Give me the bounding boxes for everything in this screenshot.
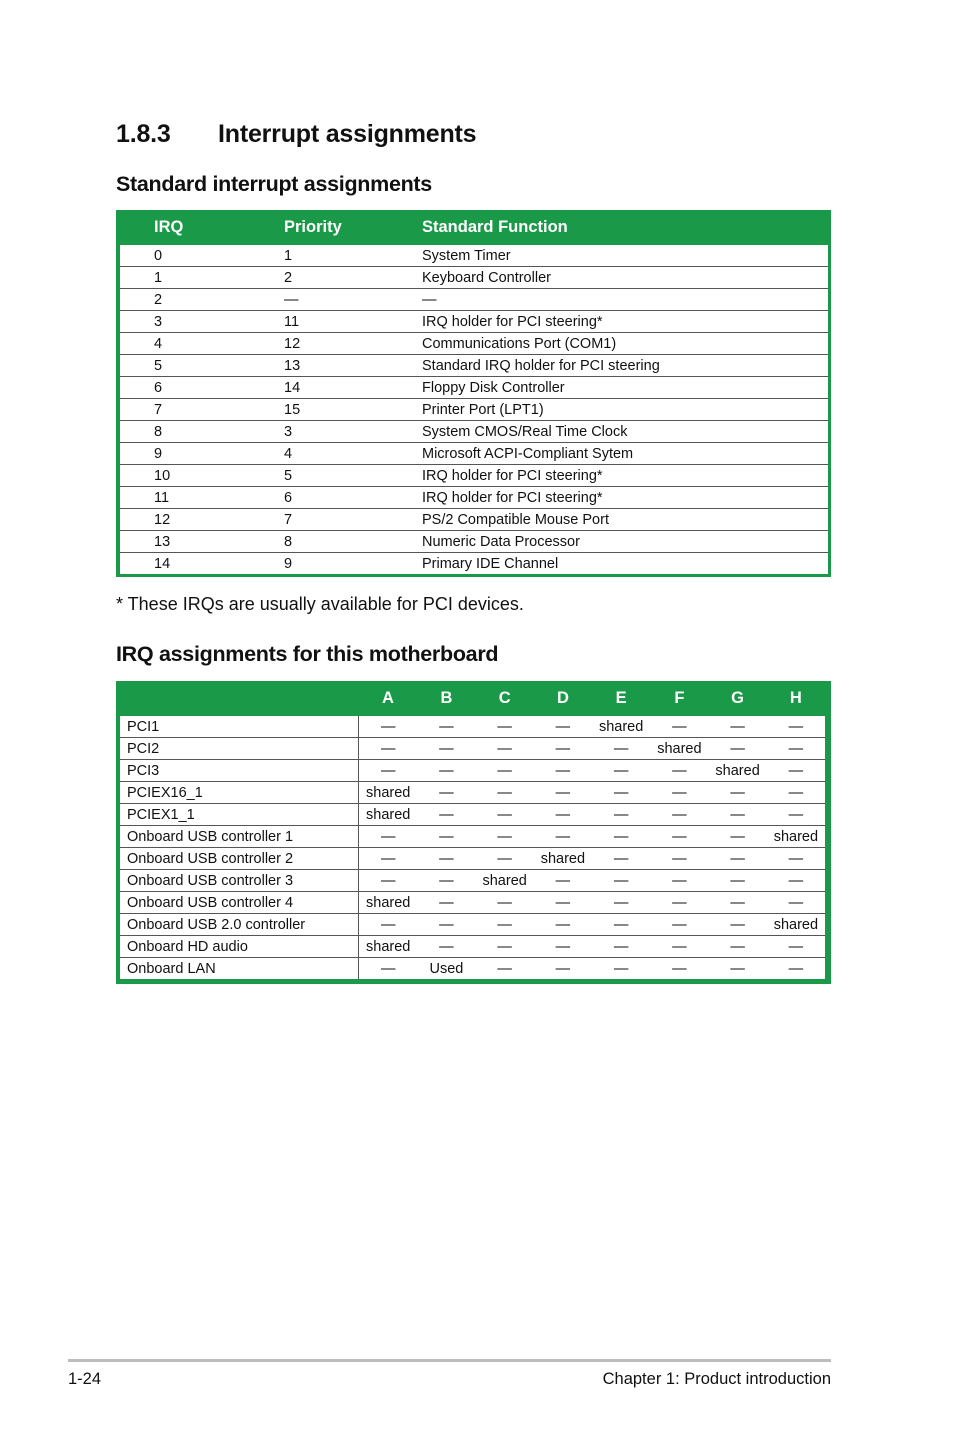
priority-cell: 4 (284, 443, 422, 465)
assignment-cell: — (767, 848, 825, 870)
priority-cell: 8 (284, 531, 422, 553)
irq-cell: 4 (120, 333, 284, 355)
assignment-cell: — (650, 848, 708, 870)
irq-cell: 8 (120, 421, 284, 443)
function-cell: Communications Port (COM1) (422, 333, 828, 355)
assignment-cell: — (650, 870, 708, 892)
table-row (120, 804, 825, 826)
assignment-cell: — (650, 782, 708, 804)
table-row (120, 892, 825, 914)
assignment-cell: — (592, 760, 650, 782)
priority-cell: 7 (284, 509, 422, 531)
irq-cell: 2 (120, 289, 284, 311)
assignment-cell: — (767, 804, 825, 826)
function-cell: IRQ holder for PCI steering* (422, 487, 828, 509)
assignment-cell: — (708, 804, 766, 826)
assignment-cell: — (592, 804, 650, 826)
irq-cell: 5 (120, 355, 284, 377)
assignment-cell: — (417, 782, 475, 804)
assignment-cell: — (767, 760, 825, 782)
assignment-cell: — (592, 870, 650, 892)
assignment-cell: — (650, 914, 708, 936)
assignment-cell: — (592, 826, 650, 848)
column-header-irq: IRQ (120, 210, 284, 245)
assignment-cell: — (592, 848, 650, 870)
column-header-device (120, 681, 359, 716)
table-row (120, 421, 828, 443)
priority-cell: 14 (284, 377, 422, 399)
assignment-cell: — (650, 826, 708, 848)
function-cell: Printer Port (LPT1) (422, 399, 828, 421)
assignment-cell: — (672, 960, 687, 977)
assignment-cell: — (708, 892, 766, 914)
column-header-int-h: H (767, 681, 825, 716)
assignment-cell: — (767, 738, 825, 760)
assignment-cell: — (534, 716, 592, 738)
device-cell: Onboard USB controller 1 (120, 826, 359, 848)
column-header-priority: Priority (284, 210, 422, 245)
assignment-cell: — (788, 960, 804, 977)
assignment-cell: — (417, 914, 475, 936)
table-row (120, 377, 828, 399)
assignment-cell: — (708, 716, 766, 738)
assignment-cell: — (497, 960, 512, 977)
assignment-cell: — (417, 826, 475, 848)
assignment-cell: — (592, 782, 650, 804)
assignment-cell: — (476, 716, 534, 738)
function-cell: Keyboard Controller (422, 267, 828, 289)
assignment-cell: — (767, 782, 825, 804)
function-cell: Primary IDE Channel (422, 555, 559, 572)
assignment-cell: — (708, 738, 766, 760)
assignment-cell: — (476, 892, 534, 914)
table-row (120, 936, 825, 958)
column-header-int-d: D (534, 681, 592, 716)
assignment-cell: shared (359, 892, 418, 914)
assignment-cell: — (417, 848, 475, 870)
column-header-int-g: G (708, 681, 766, 716)
standard-heading: Standard interrupt assignments (116, 172, 432, 196)
irq-cell: 1 (120, 267, 284, 289)
assignment-cell: — (767, 936, 825, 958)
priority-cell: 1 (284, 245, 422, 267)
assignment-cell: — (476, 738, 534, 760)
irq-cell: 9 (120, 443, 284, 465)
priority-cell: 15 (284, 399, 422, 421)
priority-cell: 12 (284, 333, 422, 355)
table-row (120, 716, 825, 738)
table-header-row (120, 681, 825, 716)
function-cell: Standard IRQ holder for PCI steering (422, 355, 828, 377)
assignment-cell: — (476, 914, 534, 936)
function-cell: System CMOS/Real Time Clock (422, 421, 828, 443)
function-cell: IRQ holder for PCI steering* (422, 311, 828, 333)
assignment-cell: — (417, 738, 475, 760)
table-row (120, 958, 825, 980)
assignment-cell: shared (592, 716, 650, 738)
table-row (120, 848, 825, 870)
assignment-cell: shared (708, 760, 766, 782)
function-cell: Floppy Disk Controller (422, 377, 828, 399)
irq-cell: 14 (154, 555, 171, 572)
table-row (120, 760, 825, 782)
priority-cell: 3 (284, 421, 422, 443)
assignment-cell: — (417, 892, 475, 914)
footer-divider (68, 1359, 831, 1362)
column-header-int-e: E (592, 681, 650, 716)
device-cell: PCIEX16_1 (120, 782, 359, 804)
irq-cell: 3 (120, 311, 284, 333)
table-row (120, 826, 825, 848)
assignment-cell: — (592, 914, 650, 936)
assignment-cell: shared (359, 804, 418, 826)
column-header-function: Standard Function (422, 210, 828, 245)
function-cell: PS/2 Compatible Mouse Port (422, 509, 828, 531)
assignment-cell: — (534, 782, 592, 804)
assignment-cell: — (380, 960, 396, 977)
priority-cell: — (284, 289, 422, 311)
device-cell: Onboard USB controller 2 (120, 848, 359, 870)
priority-cell: 2 (284, 267, 422, 289)
assignment-cell: — (476, 936, 534, 958)
device-cell: Onboard LAN (120, 958, 359, 980)
irq-cell: 7 (120, 399, 284, 421)
assignment-cell: — (555, 960, 571, 977)
table-header-row (120, 210, 828, 245)
table-row (120, 245, 828, 267)
table-row (120, 267, 828, 289)
assignment-cell: — (534, 804, 592, 826)
table-row (120, 782, 825, 804)
assignment-cell: — (359, 870, 418, 892)
assignment-cell: — (650, 760, 708, 782)
assignment-cell: — (534, 870, 592, 892)
priority-cell: 13 (284, 355, 422, 377)
table-row (120, 531, 828, 553)
assignment-cell: — (708, 870, 766, 892)
irq-cell: 10 (120, 465, 284, 487)
assignment-cell: — (359, 914, 418, 936)
assignment-cell: — (767, 870, 825, 892)
assignment-cell: — (534, 914, 592, 936)
assignment-cell: — (359, 760, 418, 782)
function-cell: — (422, 289, 828, 311)
assignment-cell: — (730, 960, 745, 977)
irq-cell: 13 (120, 531, 284, 553)
assignment-cell: — (767, 716, 825, 738)
assignment-cell: — (767, 892, 825, 914)
assignment-cell: — (476, 848, 534, 870)
table-row (120, 399, 828, 421)
device-cell: PCI1 (120, 716, 359, 738)
column-header-int-c: C (476, 681, 534, 716)
assignment-cell: — (708, 914, 766, 936)
assignment-cell: — (708, 848, 766, 870)
assignment-cell: shared (359, 936, 418, 958)
assignment-cell: — (534, 760, 592, 782)
assignment-cell: — (650, 936, 708, 958)
assignment-cell: — (476, 782, 534, 804)
page-number: 1-24 (68, 1370, 102, 1388)
chapter-title: Chapter 1: Product introduction (602, 1370, 831, 1388)
assignment-cell: — (359, 716, 418, 738)
assignment-cell: — (534, 826, 592, 848)
column-header-int-a: A (359, 681, 418, 716)
assignment-cell: — (708, 782, 766, 804)
column-header-int-f: F (650, 681, 708, 716)
irq-cell: 11 (120, 487, 284, 509)
assignment-cell: — (534, 892, 592, 914)
table-row (120, 914, 825, 936)
assignment-cell: — (534, 936, 592, 958)
assignment-cell: — (592, 936, 650, 958)
assignment-cell: — (359, 848, 418, 870)
table-row (120, 509, 828, 531)
assignment-cell: — (417, 936, 475, 958)
table-row (120, 333, 828, 355)
function-cell: Microsoft ACPI-Compliant Sytem (422, 443, 828, 465)
device-cell: Onboard USB 2.0 controller (120, 914, 359, 936)
assignment-cell: — (476, 804, 534, 826)
table-row (120, 870, 825, 892)
priority-cell: 5 (284, 465, 422, 487)
assignment-cell: — (650, 892, 708, 914)
device-cell: Onboard USB controller 3 (120, 870, 359, 892)
assignment-cell: shared (767, 826, 825, 848)
table-row (120, 487, 828, 509)
assignment-cell: — (592, 738, 650, 760)
motherboard-heading: IRQ assignments for this motherboard (116, 642, 499, 666)
table-row (120, 553, 828, 575)
device-cell: Onboard HD audio (120, 936, 359, 958)
assignment-cell: shared (650, 738, 708, 760)
irq-cell: 6 (120, 377, 284, 399)
assignment-cell: shared (767, 914, 825, 936)
assignment-cell: — (476, 760, 534, 782)
irq-cell: 12 (120, 509, 284, 531)
assignment-cell: — (650, 804, 708, 826)
priority-cell: 11 (284, 311, 422, 333)
assignment-cell: — (359, 826, 418, 848)
assignment-cell: — (417, 804, 475, 826)
assignment-cell: — (613, 960, 629, 977)
column-header-int-b: B (417, 681, 475, 716)
standard-interrupt-table (116, 210, 831, 577)
assignment-cell: Used (429, 960, 464, 977)
footnote: * These IRQs are usually available for PCI devices. (116, 594, 524, 614)
priority-cell: 6 (284, 487, 422, 509)
assignment-cell: — (476, 826, 534, 848)
assignment-cell: — (708, 826, 766, 848)
motherboard-irq-table (116, 681, 831, 984)
assignment-cell: — (708, 936, 766, 958)
device-cell: PCI2 (120, 738, 359, 760)
assignment-cell: — (534, 738, 592, 760)
irq-cell: 0 (120, 245, 284, 267)
priority-cell: 9 (284, 555, 293, 572)
assignment-cell: — (592, 892, 650, 914)
table-row (120, 465, 828, 487)
function-cell: System Timer (422, 245, 828, 267)
section-title-text: Interrupt assignments (218, 120, 477, 148)
device-cell: Onboard USB controller 4 (120, 892, 359, 914)
section-number: 1.8.3 (116, 120, 171, 148)
device-cell: PCI3 (120, 760, 359, 782)
function-cell: IRQ holder for PCI steering* (422, 465, 828, 487)
assignment-cell: — (417, 716, 475, 738)
device-cell: PCIEX1_1 (120, 804, 359, 826)
assignment-cell: — (417, 870, 475, 892)
table-row (120, 311, 828, 333)
function-cell: Numeric Data Processor (422, 531, 828, 553)
assignment-cell: shared (359, 782, 418, 804)
table-row (120, 289, 828, 311)
assignment-cell: shared (476, 870, 534, 892)
table-row (120, 738, 825, 760)
assignment-cell: — (650, 716, 708, 738)
assignment-cell: — (359, 738, 418, 760)
table-row (120, 443, 828, 465)
table-row (120, 355, 828, 377)
assignment-cell: — (417, 760, 475, 782)
assignment-cell: shared (534, 848, 592, 870)
section-title (116, 120, 476, 149)
